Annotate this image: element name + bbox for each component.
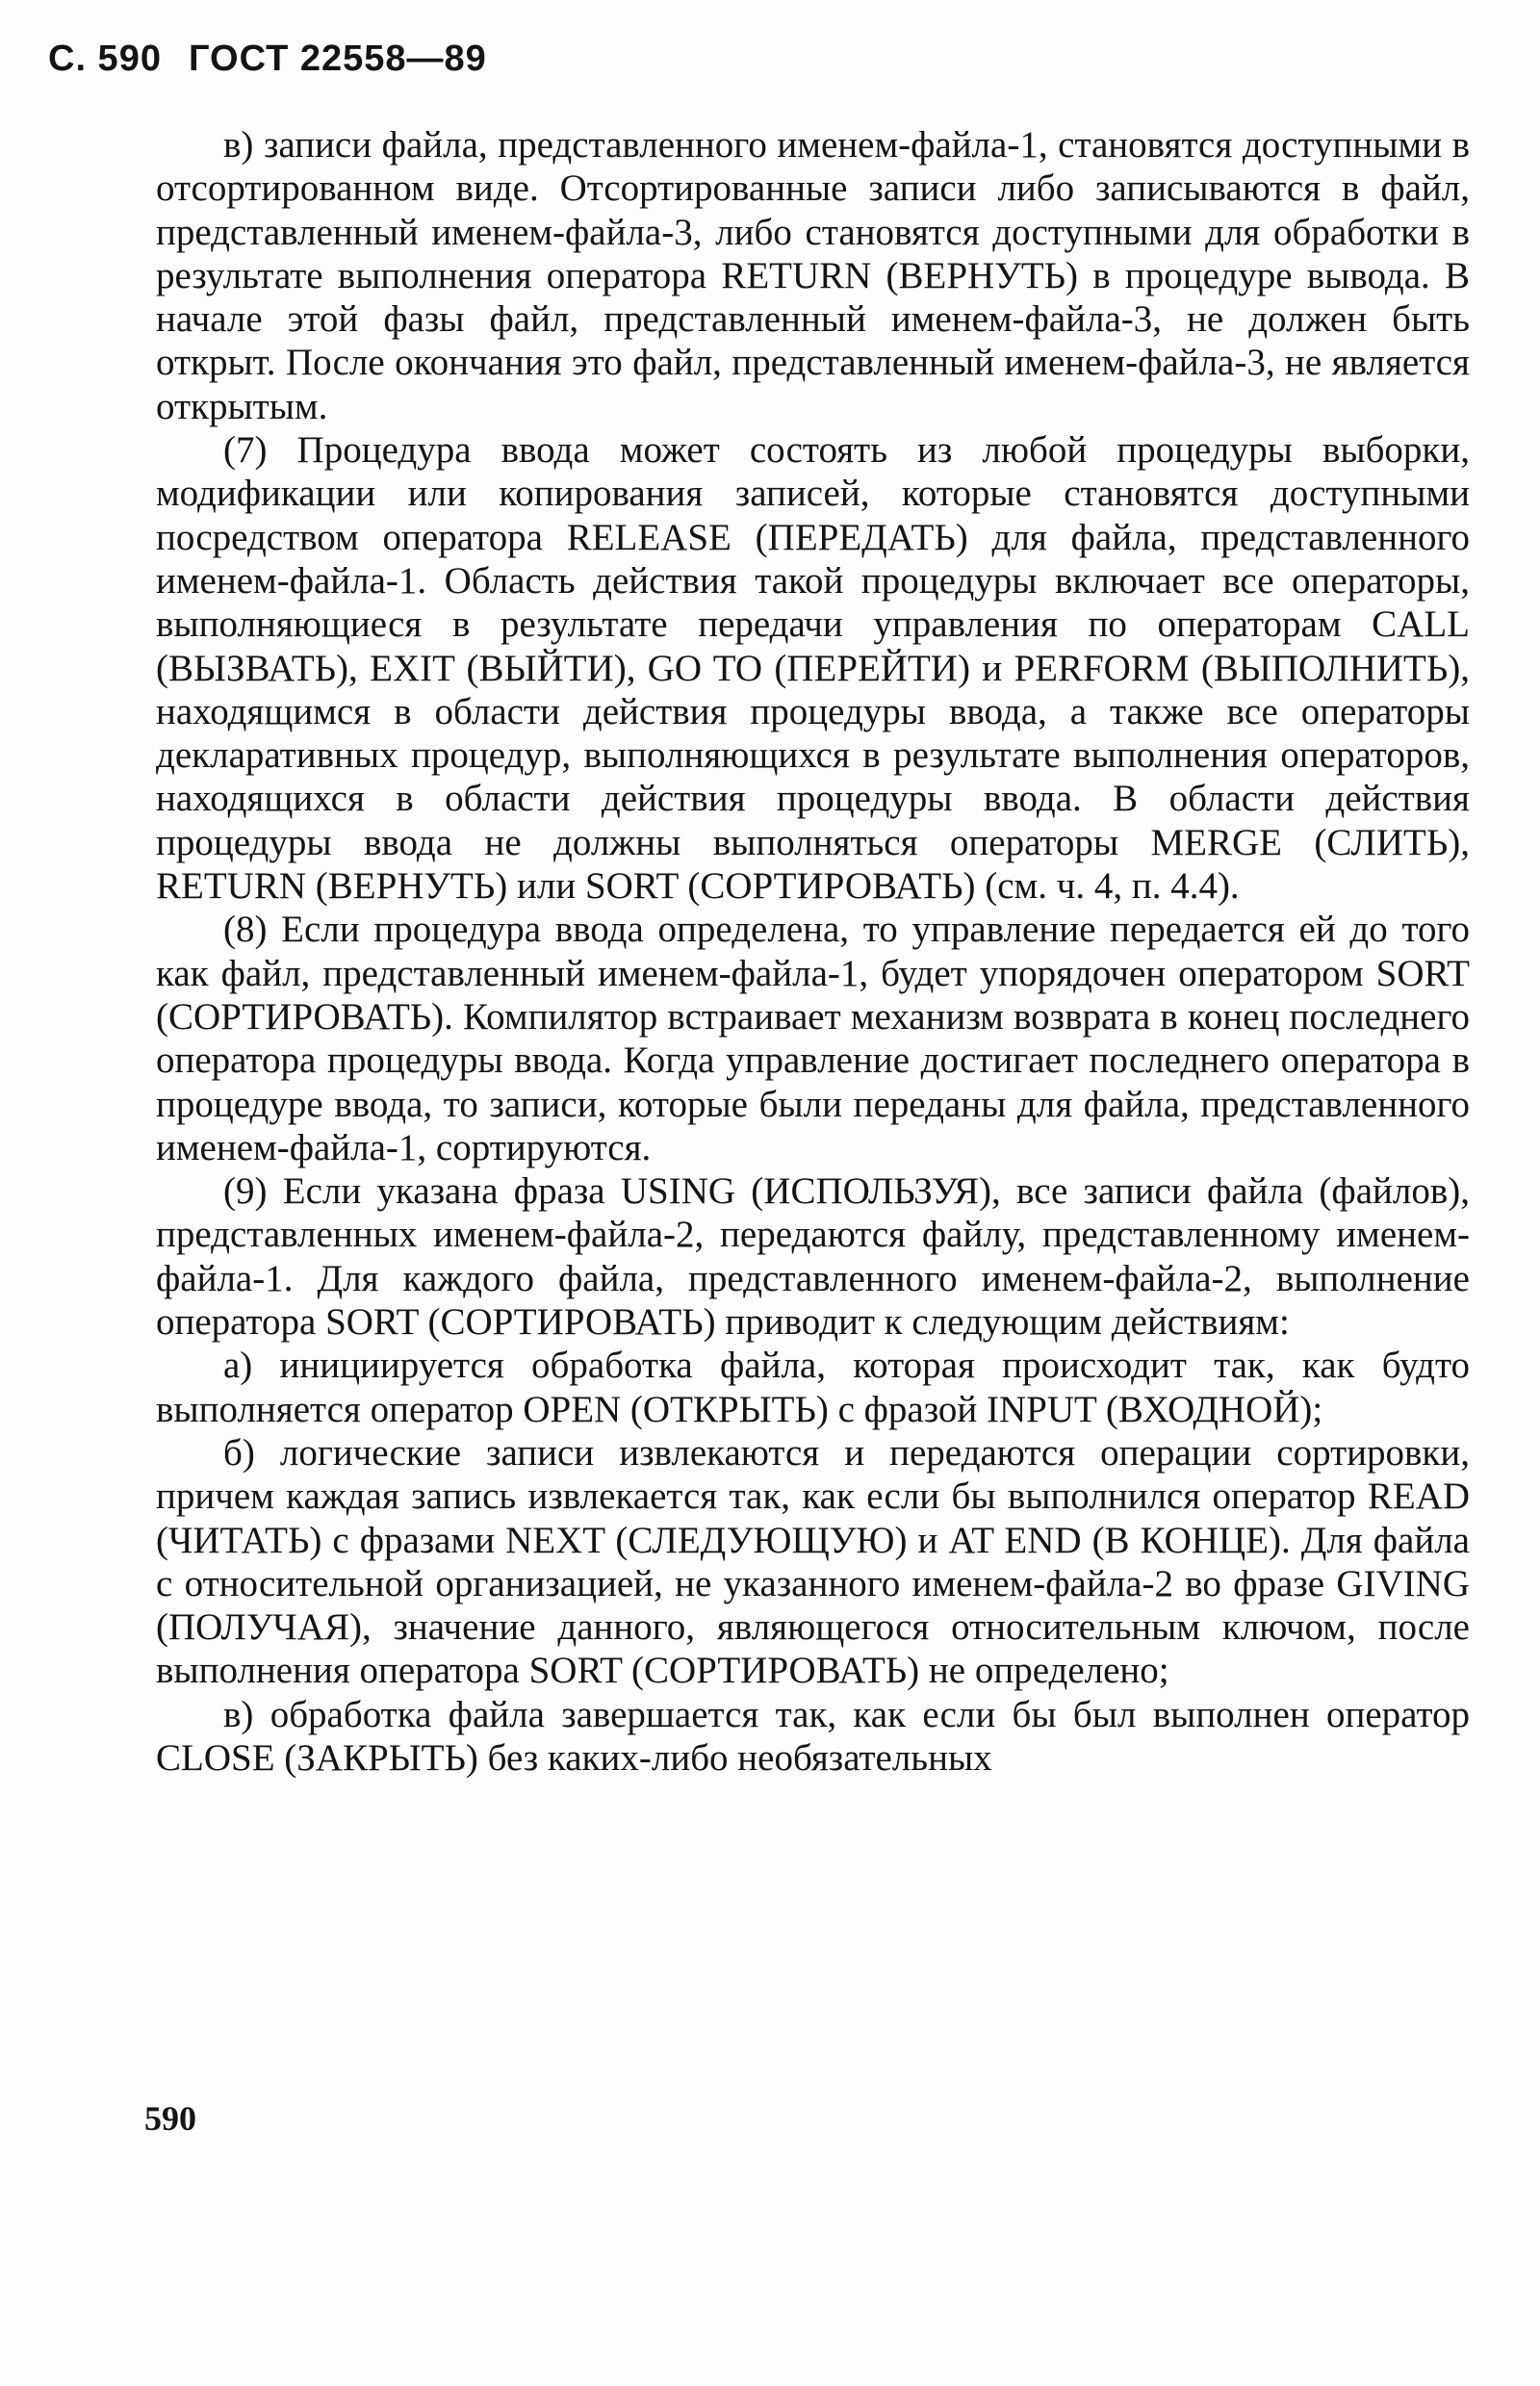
- standard-number: ГОСТ 22558—89: [188, 38, 487, 79]
- paragraph-7: (7) Процедура ввода может состоять из любой процедуры выборки, модификации или копирования записей, которые становятся доступными посредством оператора RELEASE (ПЕРЕДАТЬ) для файла, представленного именем-файла-1. Область действия такой процедуры включает все операторы, выполняющиеся в результате передачи управления по операторам CALL (ВЫЗВАТЬ), EXIT (ВЫЙТИ), GO TO (ПЕРЕЙТИ) и PERFORM (ВЫПОЛНИТЬ), находящимся в области действия процедуры ввода, а также все операторы декларативных процедур, выполняющихся в результате выполнения операторов, находящихся в области действия процедуры ввода. В области действия процедуры ввода не должны выполняться операторы MERGE (СЛИТЬ), RETURN (ВЕРНУТЬ) или SORT (СОРТИРОВАТЬ) (см. ч. 4, п. 4.4).: [156, 429, 1470, 908]
- page-label: С. 590: [48, 38, 162, 79]
- paragraph-9: (9) Если указана фраза USING (ИСПОЛЬЗУЯ), все записи файла (файлов), представленных именем-файла-2, передаются файлу, представленному именем-файла-1. Для каждого файла, представленного именем-файла-2, выполнение оператора SORT (СОРТИРОВАТЬ) приводит к следующим действиям:: [156, 1170, 1470, 1344]
- paragraph-9b: б) логические записи извлекаются и передаются операции сортировки, причем каждая запись извлекается так, как если бы выполнился оператор READ (ЧИТАТЬ) с фразами NEXT (СЛЕДУЮЩУЮ) и AT END (В КОНЦЕ). Для файла с относительной организацией, не указанного именем-файла-2 во фразе GIVING (ПОЛУЧАЯ), значение данного, являющегося относительным ключом, после выполнения оператора SORT (СОРТИРОВАТЬ) не определено;: [156, 1431, 1470, 1692]
- paragraph-9a: а) инициируется обработка файла, которая происходит так, как будто выполняется оператор OPEN (ОТКРЫТЬ) с фразой INPUT (ВХОДНОЙ);: [156, 1345, 1470, 1430]
- page-number: 590: [144, 2099, 196, 2138]
- page-body: [156, 123, 1470, 1780]
- paragraph-8: (8) Если процедура ввода определена, то управление передается ей до того как файл, представленный именем-файла-1, будет упорядочен оператором SORT (СОРТИРОВАТЬ). Компилятор встраивает механизм возврата в конец последнего оператора процедуры ввода. Когда управление достигает последнего оператора в процедуре ввода, то записи, которые были переданы для файла, представленного именем-файла-1, сортируются.: [156, 909, 1470, 1168]
- page-header: [48, 38, 487, 80]
- paragraph-9v: в) обработка файла завершается так, как если бы был выполнен оператор CLOSE (ЗАКРЫТЬ) без каких-либо необязательных: [156, 1693, 1470, 1779]
- paragraph-6v: в) записи файла, представленного именем-файла-1, становятся доступными в отсортированном виде. Отсортированные записи либо записываются в файл, представленный именем-файла-3, либо становятся доступными для обработки в результате выполнения оператора RETURN (ВЕРНУТЬ) в процедуре вывода. В начале этой фазы файл, представленный именем-файла-3, не должен быть открыт. После окончания это файл, представленный именем-файла-3, не является открытым.: [156, 124, 1470, 427]
